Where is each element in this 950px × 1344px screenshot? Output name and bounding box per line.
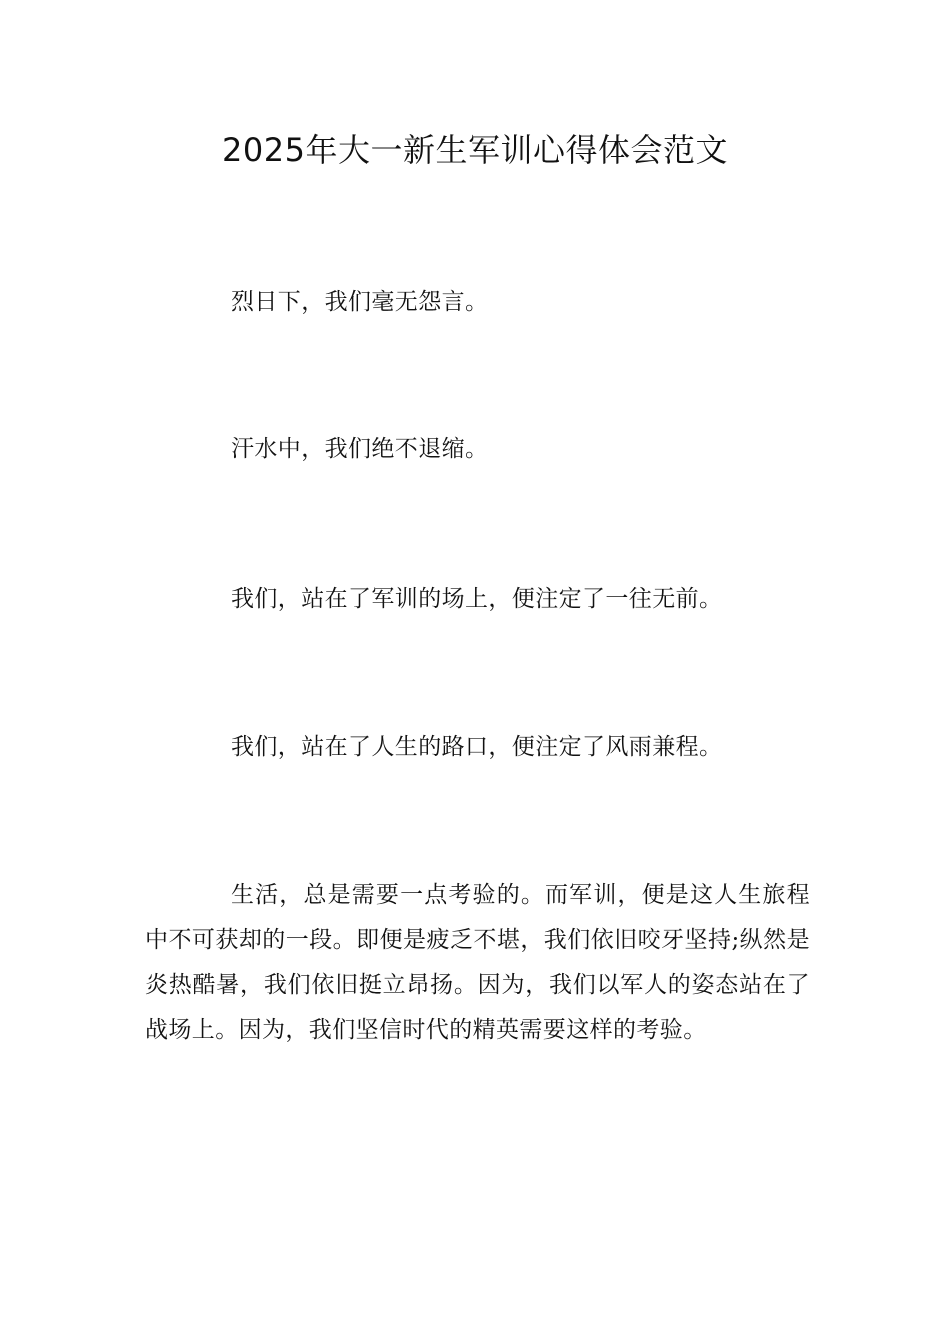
document-title: 2025年大一新生军训心得体会范文	[222, 131, 728, 169]
paragraph-2: 汗水中，我们绝不退缩。	[231, 436, 489, 462]
paragraph-3: 我们，站在了军训的场上，便注定了一往无前。	[231, 586, 723, 612]
paragraph-5: 生活，总是需要一点考验的。而军训，便是这人生旅程中不可获却的一段。即便是疲乏不堪，我们依旧咬牙坚持;纵然是炎热酷暑，我们依旧挺立昂扬。因为，我们以军人的姿态站在了战场上。因为，我们坚信时代的精英需要这样的考验。	[145, 882, 810, 1043]
paragraph-1: 烈日下，我们毫无怨言。	[231, 289, 489, 315]
paragraph-4: 我们，站在了人生的路口，便注定了风雨兼程。	[231, 734, 723, 760]
